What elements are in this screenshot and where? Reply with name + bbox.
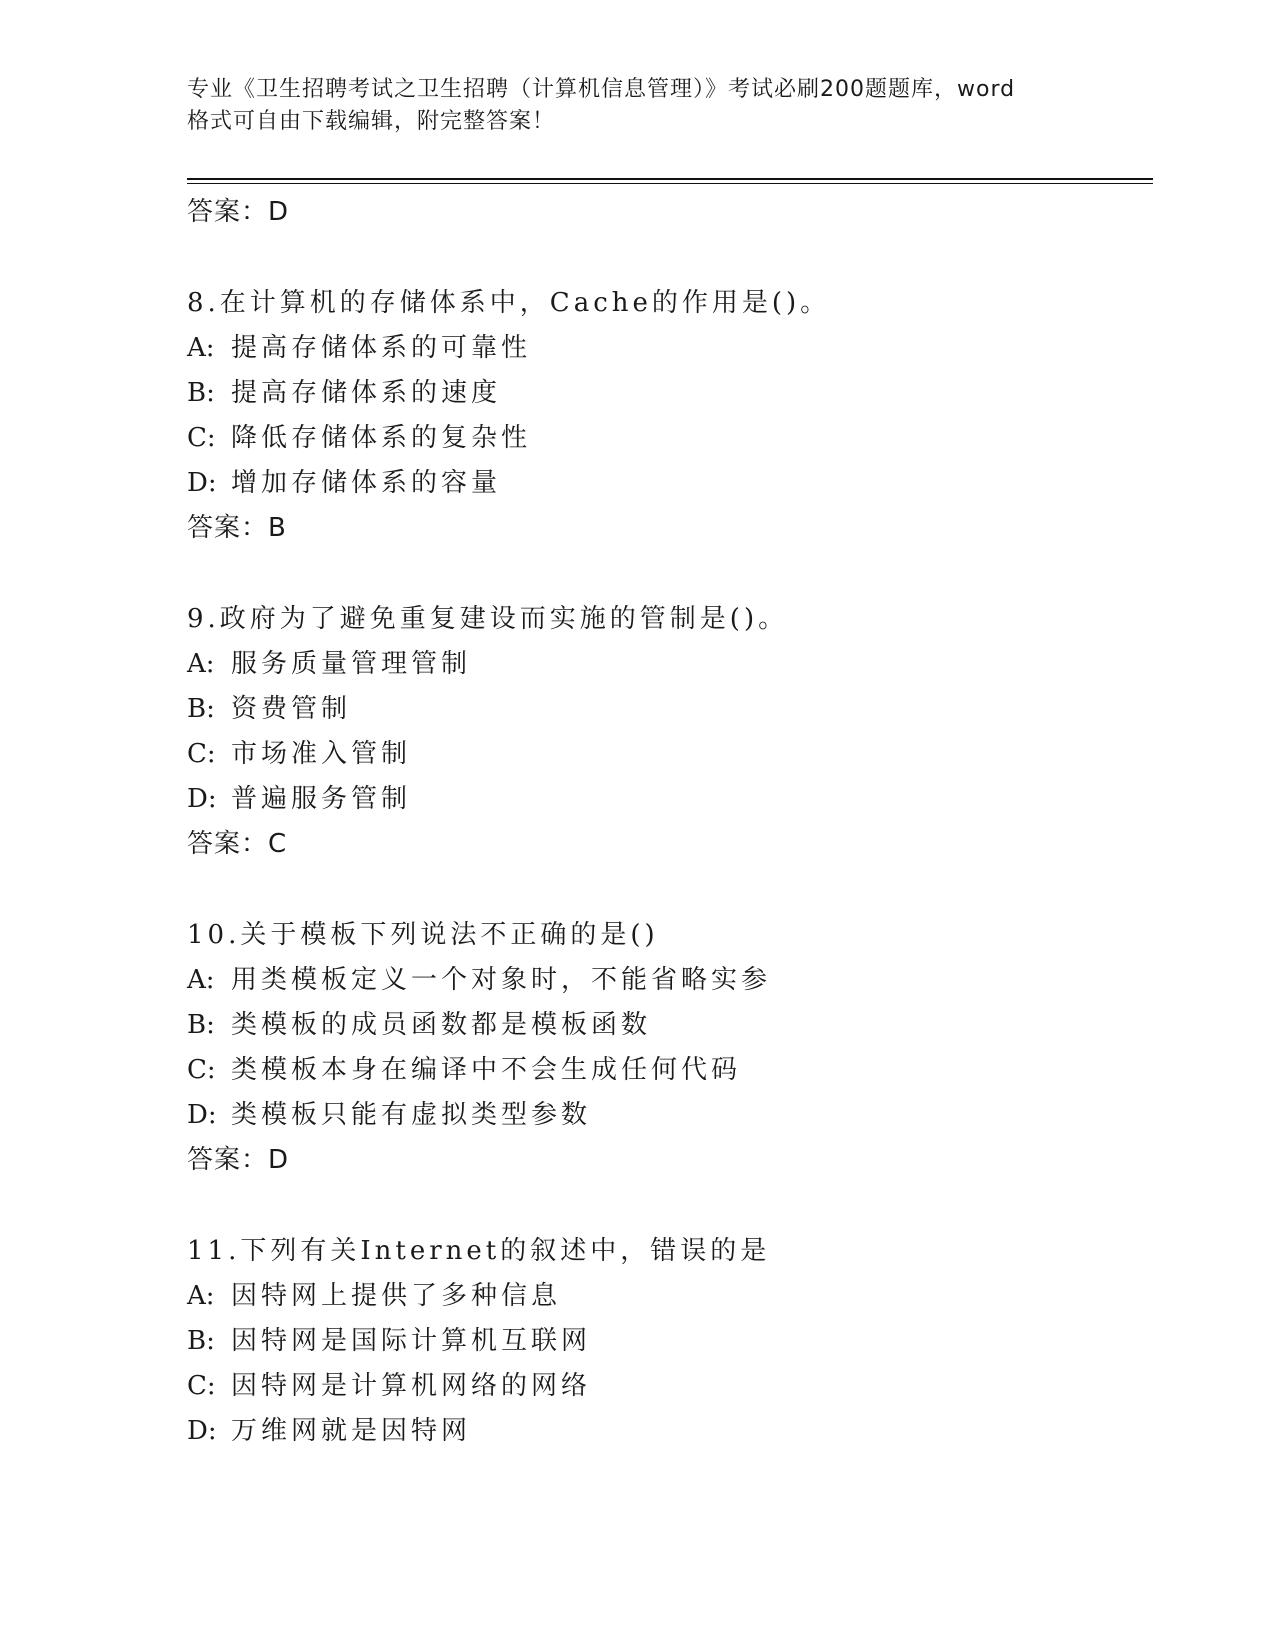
header-rule-thin — [187, 183, 1153, 184]
option-text: 提高存储体系的速度 — [231, 378, 502, 408]
question-text: 11.下列有关Internet的叙述中，错误的是 — [187, 1236, 771, 1266]
option-text: 类模板只能有虚拟类型参数 — [231, 1100, 592, 1130]
option-key: A: — [187, 333, 215, 363]
spacer — [187, 550, 1153, 597]
option-key: A: — [187, 1281, 215, 1311]
option-c — [187, 416, 1153, 461]
option-text: 类模板的成员函数都是模板函数 — [231, 1010, 652, 1040]
option-a — [187, 642, 1153, 687]
option-text: 增加存储体系的容量 — [231, 468, 502, 498]
option-key: B: — [187, 694, 215, 724]
spacer — [187, 234, 1153, 281]
option-text: 普遍服务管制 — [231, 784, 412, 814]
previous-answer: 答案：D — [187, 197, 290, 227]
option-d — [187, 777, 1153, 822]
option-b — [187, 371, 1153, 416]
option-text: 市场准入管制 — [231, 739, 412, 769]
option-key: B: — [187, 378, 215, 408]
spacer — [187, 866, 1153, 913]
option-text: 用类模板定义一个对象时，不能省略实参 — [231, 965, 772, 995]
header-title-line-2: 格式可自由下载编辑，附完整答案！ — [187, 109, 556, 134]
question-block — [187, 597, 1153, 913]
option-text: 因特网是国际计算机互联网 — [231, 1326, 592, 1356]
question-block — [187, 1229, 1153, 1454]
spacer — [187, 1182, 1153, 1229]
option-text: 服务质量管理管制 — [231, 649, 472, 679]
header-rule-thick — [187, 178, 1153, 180]
option-text: 资费管制 — [231, 694, 352, 724]
question-list — [187, 190, 1153, 1454]
option-text: 提高存储体系的可靠性 — [231, 333, 532, 363]
option-a — [187, 958, 1153, 1003]
option-d — [187, 1093, 1153, 1138]
option-a — [187, 1274, 1153, 1319]
option-key: C: — [187, 423, 216, 453]
option-text: 万维网就是因特网 — [231, 1416, 472, 1446]
option-c — [187, 1048, 1153, 1093]
question-block — [187, 281, 1153, 597]
option-b — [187, 1003, 1153, 1048]
question-text: 9.政府为了避免重复建设而实施的管制是()。 — [187, 604, 789, 634]
document-header — [187, 74, 1087, 138]
option-text: 因特网上提供了多种信息 — [231, 1281, 562, 1311]
option-key: C: — [187, 1055, 216, 1085]
answer-text: 答案：C — [187, 829, 288, 859]
option-key: A: — [187, 965, 215, 995]
option-d — [187, 461, 1153, 506]
option-text: 降低存储体系的复杂性 — [231, 423, 532, 453]
option-key: A: — [187, 649, 215, 679]
option-key: C: — [187, 1371, 216, 1401]
option-key: D: — [187, 1416, 217, 1446]
question-text: 10.关于模板下列说法不正确的是() — [187, 920, 659, 950]
answer-text: 答案：D — [187, 1145, 290, 1175]
question-block — [187, 913, 1153, 1229]
option-c — [187, 732, 1153, 777]
answer-text: 答案：B — [187, 513, 287, 543]
option-text: 类模板本身在编译中不会生成任何代码 — [231, 1055, 742, 1085]
option-key: B: — [187, 1326, 215, 1356]
option-text: 因特网是计算机网络的网络 — [231, 1371, 592, 1401]
option-key: D: — [187, 1100, 217, 1130]
option-key: D: — [187, 468, 217, 498]
option-a — [187, 326, 1153, 371]
option-key: B: — [187, 1010, 215, 1040]
option-c — [187, 1364, 1153, 1409]
option-d — [187, 1409, 1153, 1454]
option-key: D: — [187, 784, 217, 814]
option-b — [187, 687, 1153, 732]
header-title-line-1: 专业《卫生招聘考试之卫生招聘（计算机信息管理）》考试必刷200题题库，word — [187, 77, 1016, 102]
question-text: 8.在计算机的存储体系中，Cache的作用是()。 — [187, 288, 831, 318]
option-key: C: — [187, 739, 216, 769]
option-b — [187, 1319, 1153, 1364]
